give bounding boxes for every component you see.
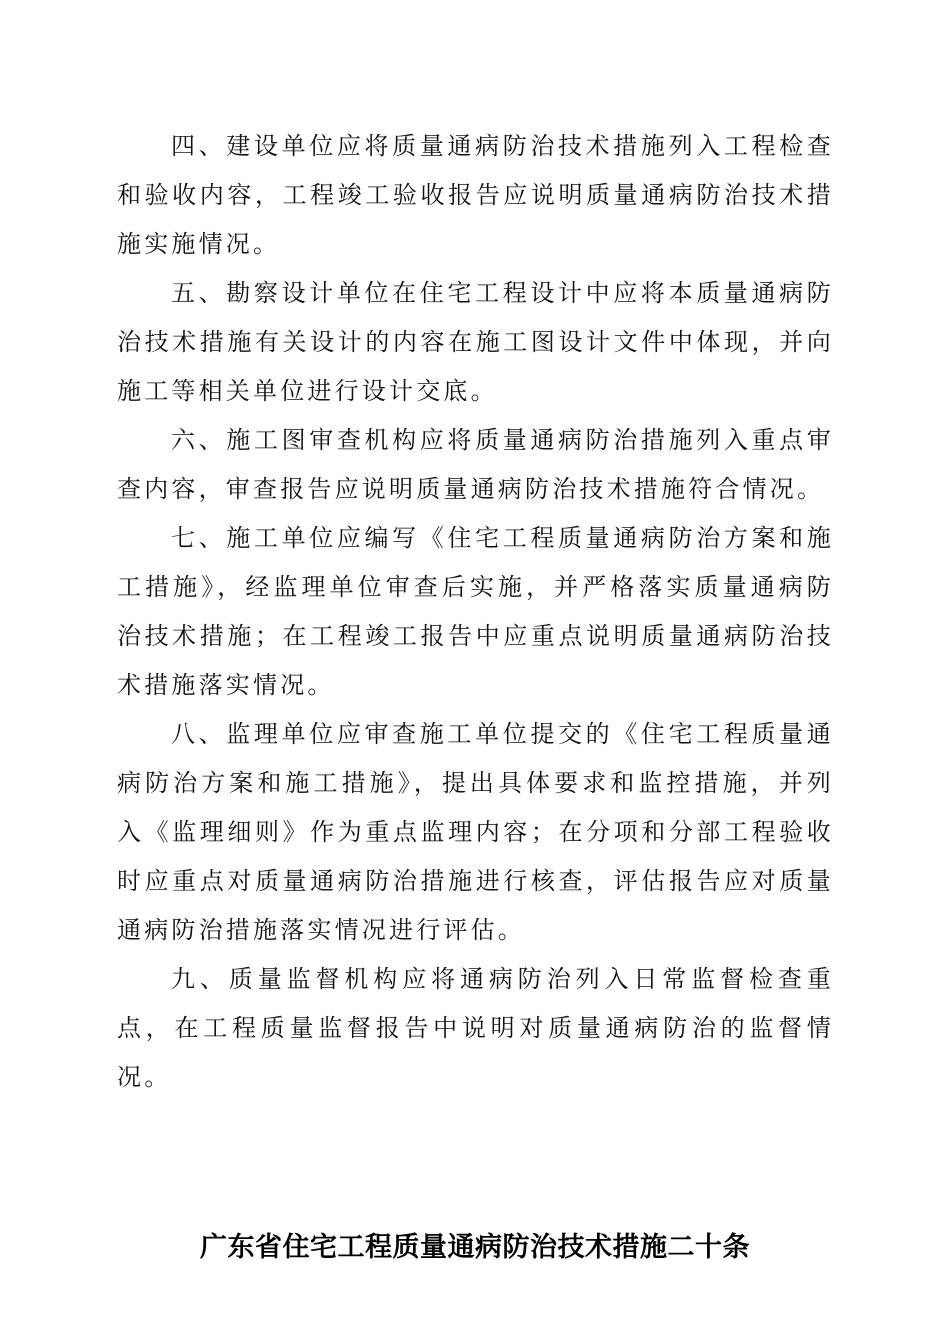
paragraph-9: 九、质量监督机构应将通病防治列入日常监督检查重点，在工程质量监督报告中说明对质量通病防治的监督情况。 bbox=[117, 965, 834, 1091]
document-body bbox=[117, 122, 834, 1102]
document-title: 广东省住宅工程质量通病防治技术措施二十条 bbox=[200, 1232, 750, 1263]
paragraph-5: 五、勘察设计单位在住宅工程设计中应将本质量通病防治技术措施有关设计的内容在施工图设计文件中体现，并向施工等相关单位进行设计交底。 bbox=[117, 279, 834, 405]
paragraph-8: 八、监理单位应审查施工单位提交的《住宅工程质量通病防治方案和施工措施》，提出具体要求和监控措施，并列入《监理细则》作为重点监理内容；在分项和分部工程验收时应重点对质量通病防治措施进行核查，评估报告应对质量通病防治措施落实情况进行评估。 bbox=[117, 720, 834, 944]
paragraph-6: 六、施工图审查机构应将质量通病防治措施列入重点审查内容，审查报告应说明质量通病防治技术措施符合情况。 bbox=[117, 426, 834, 503]
paragraph-4: 四、建设单位应将质量通病防治技术措施列入工程检查和验收内容，工程竣工验收报告应说明质量通病防治技术措施实施情况。 bbox=[117, 132, 834, 258]
paragraph-7: 七、施工单位应编写《住宅工程质量通病防治方案和施工措施》，经监理单位审查后实施，并严格落实质量通病防治技术措施；在工程竣工报告中应重点说明质量通病防治技术措施落实情况。 bbox=[117, 524, 834, 699]
